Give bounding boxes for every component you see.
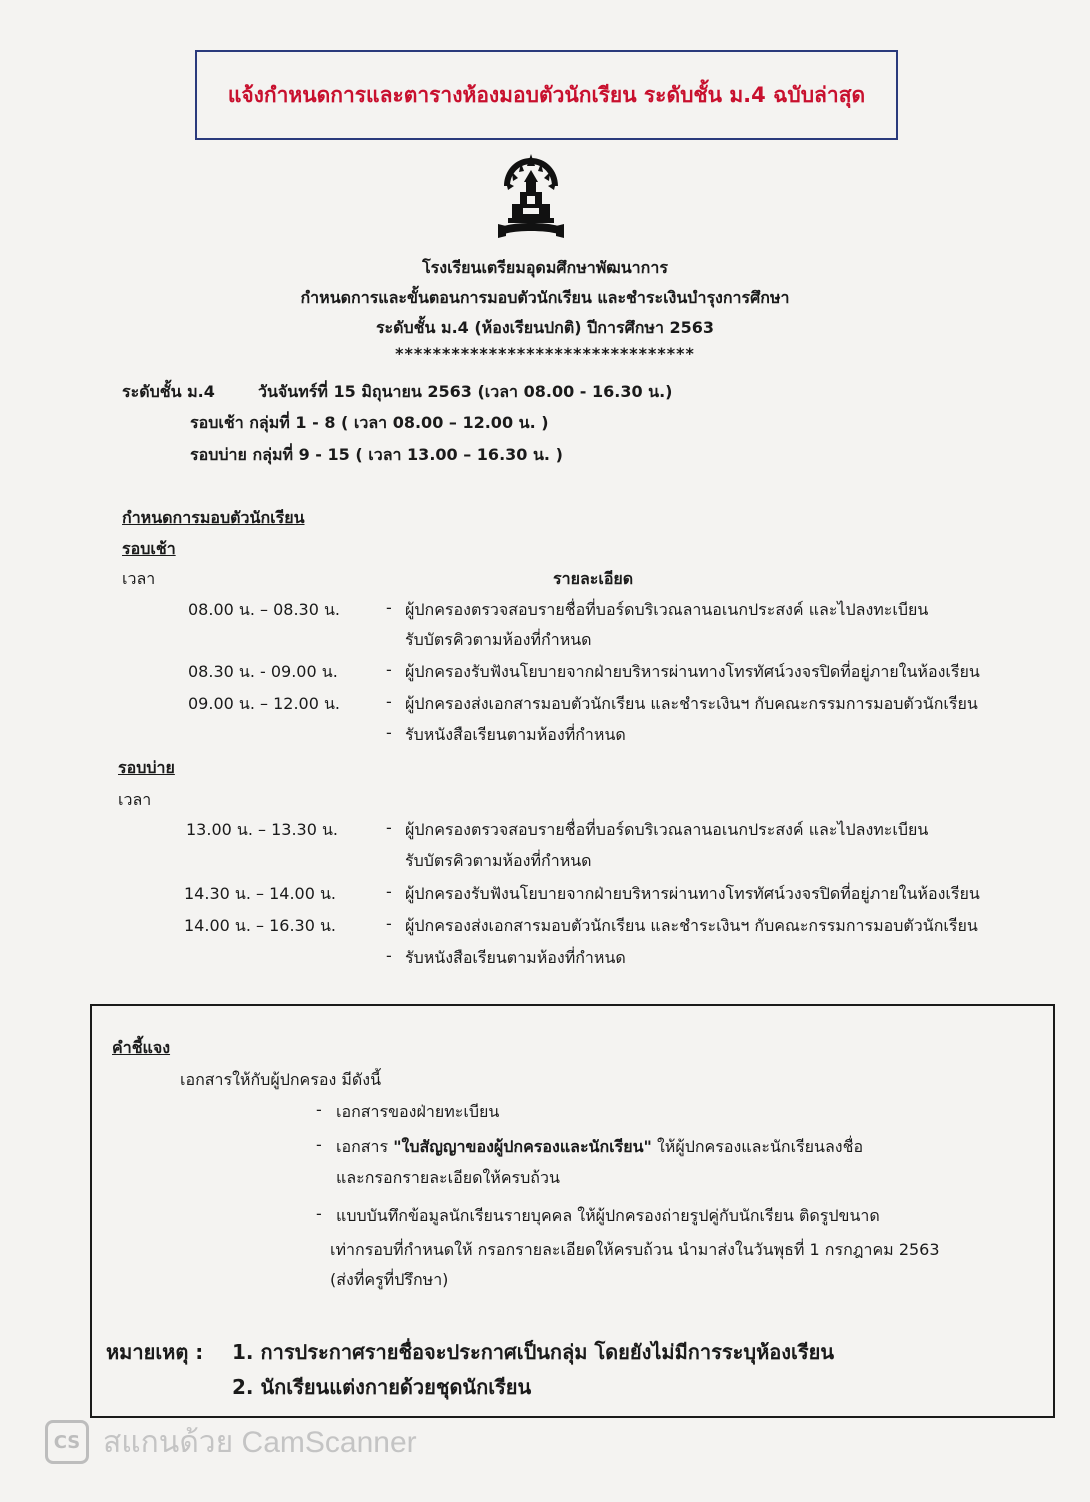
- morning-label: รอบเช้า: [122, 539, 176, 558]
- remark-1: 1. การประกาศรายชื่อจะประกาศเป็นกลุ่ม โดยยังไม่มีการระบุห้องเรียน: [232, 1340, 834, 1364]
- summary-afternoon: รอบบ่าย กลุ่มที่ 9 - 15 ( เวลา 13.00 – 16.30 น. ): [190, 445, 563, 464]
- afternoon-row-2-time: 14.30 น. – 14.00 น.: [184, 884, 336, 903]
- morning-row-1-text: ผู้ปกครองตรวจสอบรายชื่อที่บอร์ดบริเวณลานอเนกประสงค์ และไปลงทะเบียน: [405, 600, 929, 619]
- morning-row-2-dash: -: [386, 660, 392, 679]
- detail-header: รายละเอียด: [553, 569, 634, 588]
- summary-morning: รอบเช้า กลุ่มที่ 1 - 8 ( เวลา 08.00 – 12.00 น. ): [190, 413, 549, 432]
- section-title: กำหนดการมอบตัวนักเรียน: [122, 508, 305, 527]
- afternoon-row-4-dash: -: [386, 946, 392, 965]
- camscanner-logo-icon: CS: [45, 1420, 89, 1464]
- document-item-1-dash: -: [316, 1100, 322, 1119]
- afternoon-time-header: เวลา: [118, 790, 152, 809]
- afternoon-row-1-dash: -: [386, 818, 392, 837]
- document-subtitle: กำหนดการและขั้นตอนการมอบตัวนักเรียน และชำระเงินบำรุงการศึกษา: [300, 288, 790, 307]
- afternoon-row-1-time: 13.00 น. – 13.30 น.: [186, 820, 338, 839]
- morning-time-header: เวลา: [122, 569, 156, 588]
- document-item-2-dash: -: [316, 1135, 322, 1154]
- afternoon-row-3-dash: -: [386, 914, 392, 933]
- afternoon-row-1-text2: รับบัตรคิวตามห้องที่กำหนด: [405, 851, 592, 870]
- morning-row-2-text: ผู้ปกครองรับฟังนโยบายจากฝ่ายบริหารผ่านทางโทรทัศน์วงจรปิดที่อยู่ภายในห้องเรียน: [405, 662, 980, 681]
- document-item-2-line2: และกรอกรายละเอียดให้ครบถ้วน: [336, 1168, 560, 1187]
- document-item-3-line1: แบบบันทึกข้อมูลนักเรียนรายบุคคล ให้ผู้ปกครองถ่ายรูปคู่กับนักเรียน ติดรูปขนาด: [336, 1206, 880, 1225]
- afternoon-label: รอบบ่าย: [118, 758, 175, 777]
- document-item-3-dash: -: [316, 1204, 322, 1223]
- document-item-1-text: เอกสารของฝ่ายทะเบียน: [336, 1102, 500, 1121]
- remarks-label: หมายเหตุ :: [106, 1340, 204, 1364]
- camscanner-text: สแกนด้วย CamScanner: [103, 1425, 417, 1459]
- level-line: ระดับชั้น ม.4 (ห้องเรียนปกติ) ปีการศึกษา 2563: [375, 318, 715, 337]
- afternoon-row-1-text: ผู้ปกครองตรวจสอบรายชื่อที่บอร์ดบริเวณลานอเนกประสงค์ และไปลงทะเบียน: [405, 820, 929, 839]
- document-item-2-prefix: เอกสาร: [336, 1137, 394, 1156]
- document-item-2-line: [336, 1135, 863, 1160]
- morning-row-2-time: 08.30 น. - 09.00 น.: [188, 662, 338, 681]
- afternoon-row-2-dash: -: [386, 882, 392, 901]
- school-name: โรงเรียนเตรียมอุดมศึกษาพัฒนาการ: [422, 258, 668, 277]
- camscanner-watermark: [45, 1418, 417, 1466]
- remark-2: 2. นักเรียนแต่งกายด้วยชุดนักเรียน: [232, 1375, 532, 1399]
- afternoon-row-2-text: ผู้ปกครองรับฟังนโยบายจากฝ่ายบริหารผ่านทางโทรทัศน์วงจรปิดที่อยู่ภายในห้องเรียน: [405, 884, 980, 903]
- document-item-3-line2: เท่ากรอบที่กำหนดให้ กรอกรายละเอียดให้ครบถ้วน นำมาส่งในวันพุธที่ 1 กรกฎาคม 2563: [330, 1240, 940, 1259]
- afternoon-row-4-text: รับหนังสือเรียนตามห้องที่กำหนด: [405, 948, 626, 967]
- morning-row-1-text2: รับบัตรคิวตามห้องที่กำหนด: [405, 630, 592, 649]
- summary-date: วันจันทร์ที่ 15 มิถุนายน 2563 (เวลา 08.00 - 16.30 น.): [258, 382, 673, 401]
- afternoon-row-3-time: 14.00 น. – 16.30 น.: [184, 916, 336, 935]
- explanation-intro: เอกสารให้กับผู้ปกครอง มีดังนี้: [180, 1070, 382, 1089]
- notice-title-box: [195, 50, 898, 140]
- summary-level: ระดับชั้น ม.4: [122, 382, 215, 401]
- notice-title: แจ้งกำหนดการและตารางห้องมอบตัวนักเรียน ระดับชั้น ม.4 ฉบับล่าสุด: [227, 82, 866, 107]
- contract-document-name: "ใบสัญญาของผู้ปกครองและนักเรียน": [393, 1137, 652, 1156]
- morning-row-3-time: 09.00 น. – 12.00 น.: [188, 694, 340, 713]
- star-divider: ********************************: [395, 344, 695, 363]
- morning-row-3-text: ผู้ปกครองส่งเอกสารมอบตัวนักเรียน และชำระเงินฯ กับคณะกรรมการมอบตัวนักเรียน: [405, 694, 978, 713]
- explanation-title: คำชี้แจง: [112, 1038, 171, 1057]
- morning-row-4-dash: -: [386, 723, 392, 742]
- morning-row-3-dash: -: [386, 692, 392, 711]
- morning-row-1-time: 08.00 น. – 08.30 น.: [188, 600, 340, 619]
- document-item-2-suffix: ให้ผู้ปกครองและนักเรียนลงชื่อ: [651, 1137, 864, 1156]
- morning-row-1-dash: -: [386, 598, 392, 617]
- morning-row-4-text: รับหนังสือเรียนตามห้องที่กำหนด: [405, 725, 626, 744]
- document-item-3-line3: (ส่งที่ครูที่ปรึกษา): [330, 1270, 449, 1289]
- school-emblem-icon: [496, 152, 566, 248]
- afternoon-row-3-text: ผู้ปกครองส่งเอกสารมอบตัวนักเรียน และชำระเงินฯ กับคณะกรรมการมอบตัวนักเรียน: [405, 916, 978, 935]
